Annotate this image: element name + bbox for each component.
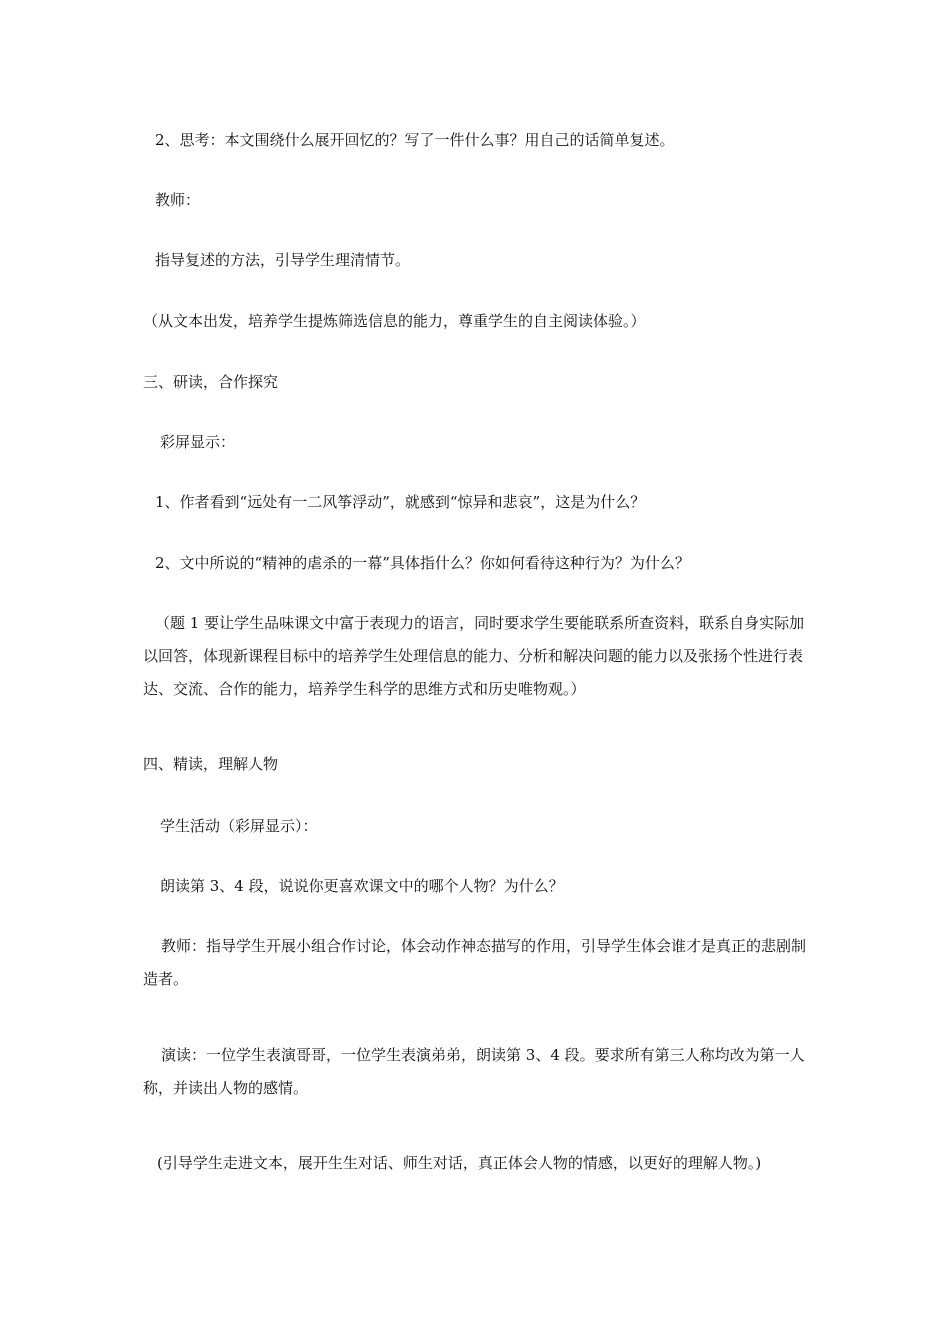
- section-three-heading: 三、研读，合作探究: [143, 373, 279, 391]
- study-question-1: 1、作者看到“远处有一二风筝浮动”，就感到“惊异和悲哀”，这是为什么？: [155, 493, 646, 511]
- performance-reading: 演读：一位学生表演哥哥，一位学生表演弟弟，朗读第 3、4 段。要求所有第三人称均改为第一人称，并读出人物的感情。: [143, 1046, 805, 1097]
- screen-display-label: 彩屏显示：: [160, 433, 236, 451]
- retelling-guidance: 指导复述的方法，引导学生理清情节。: [155, 251, 411, 269]
- student-activity-label: 学生活动（彩屏显示）：: [160, 817, 318, 835]
- study-question-2: 2、文中所说的“精神的虐杀的一幕”具体指什么？你如何看待这种行为？为什么？: [155, 554, 690, 572]
- reading-task: 朗读第 3、4 段，说说你更喜欢课文中的哪个人物？为什么？: [160, 877, 564, 895]
- design-note-1: （从文本出发，培养学生提炼筛选信息的能力，尊重学生的自主阅读体验。）: [143, 312, 646, 330]
- question-2-think: 2、思考：本文围绕什么展开回忆的？写了一件什么事？用自己的话简单复述。: [155, 131, 675, 149]
- teacher-label: 教师：: [155, 191, 201, 209]
- design-note-3: (引导学生走进文本，展开生生对话、师生对话，真正体会人物的情感，以更好的理解人物。): [157, 1154, 762, 1172]
- teacher-guidance: 教师：指导学生开展小组合作讨论，体会动作神态描写的作用，引导学生体会谁才是真正的悲剧制造者。: [143, 937, 807, 988]
- section-four-heading: 四、精读，理解人物: [143, 755, 279, 773]
- design-note-2: （题 1 要让学生品味课文中富于表现力的语言，同时要求学生要能联系所查资料，联系自身实际加以回答，体现新课程目标中的培养学生处理信息的能力、分析和解决问题的能力以及张扬个性进行表达、交流、合作的能力，培养学生科学的思维方式和历史唯物观。）: [143, 614, 805, 698]
